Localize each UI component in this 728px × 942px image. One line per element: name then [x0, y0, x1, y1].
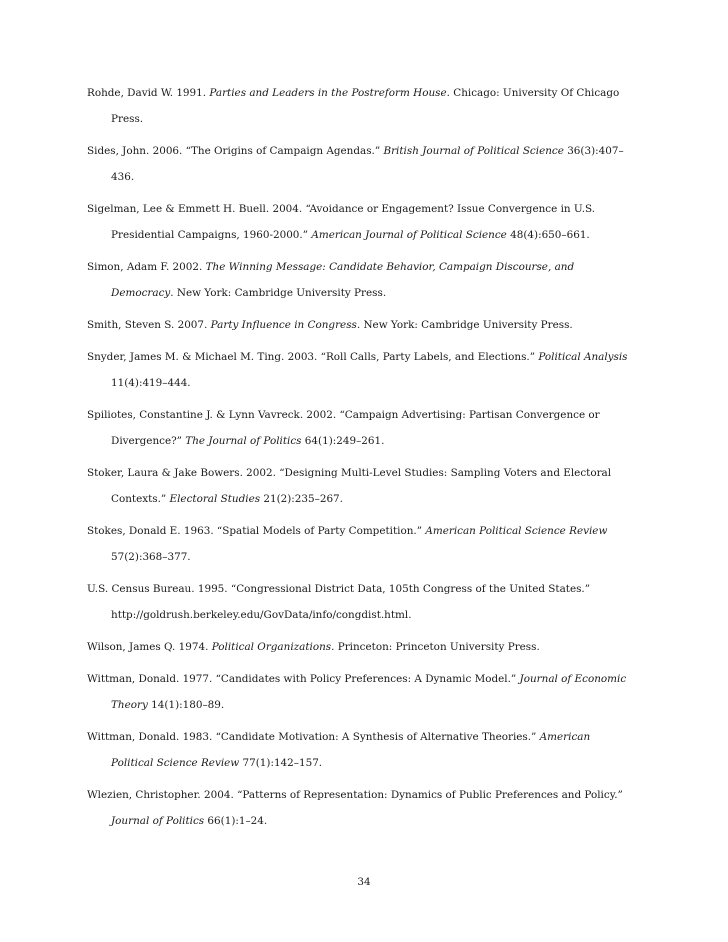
reference-text: . Chicago: University Of Chicago Press. [111, 87, 620, 125]
reference-entry [87, 460, 635, 512]
reference-entry [87, 576, 635, 628]
reference-text: Sigelman, Lee & Emmett H. Buell. 2004. “Avoidance or Engagement? Issue Convergence in U.S. Presidential Campaigns, 1960-2000.” [87, 203, 596, 241]
reference-entry [87, 666, 635, 718]
reference-title: Political Analysis [538, 351, 628, 363]
reference-entry [87, 634, 635, 660]
reference-entry [87, 344, 635, 396]
reference-entry [87, 312, 635, 338]
reference-title: Political Organizations [211, 641, 332, 653]
page-number: 34 [357, 876, 371, 888]
references-list [87, 80, 635, 840]
reference-text: 11(4):419–444. [111, 377, 191, 389]
reference-title: American Political Science Review [425, 525, 608, 537]
reference-title: American Journal of Political Science [311, 229, 507, 241]
reference-text: . New York: Cambridge University Press. [356, 319, 573, 331]
reference-text: . Princeton: Princeton University Press. [331, 641, 540, 653]
reference-text: Snyder, James M. & Michael M. Ting. 2003. “Roll Calls, Party Labels, and Elections.” [87, 351, 539, 363]
reference-text: Wittman, Donald. 1983. “Candidate Motivation: A Synthesis of Alternative Theories.” [87, 731, 540, 743]
reference-text: . New York: Cambridge University Press. [170, 287, 387, 299]
reference-text: Sides, John. 2006. “The Origins of Campaign Agendas.” [87, 145, 384, 157]
reference-text: Wilson, James Q. 1974. [87, 641, 212, 653]
reference-text: Rohde, David W. 1991. [87, 87, 210, 99]
reference-entry [87, 254, 635, 306]
reference-entry [87, 138, 635, 190]
reference-entry [87, 80, 635, 132]
reference-title: Party Influence in Congress [210, 319, 357, 331]
reference-title: Parties and Leaders in the Postreform House [209, 87, 447, 99]
reference-title: British Journal of Political Science [383, 145, 564, 157]
reference-title: Journal of Economic Theory [111, 673, 627, 711]
reference-text: 64(1):249–261. [301, 435, 385, 447]
reference-text: Simon, Adam F. 2002. [87, 261, 206, 273]
reference-entry [87, 402, 635, 454]
reference-text: Stokes, Donald E. 1963. “Spatial Models of Party Competition.” [87, 525, 426, 537]
reference-entry [87, 518, 635, 570]
reference-text: 57(2):368–377. [111, 551, 191, 563]
reference-title: American Political Science Review [111, 731, 591, 769]
reference-text: 77(1):142–157. [239, 757, 323, 769]
reference-text: Smith, Steven S. 2007. [87, 319, 211, 331]
reference-entry [87, 782, 635, 834]
reference-title: Electoral Studies [169, 493, 261, 505]
reference-text: 14(1):180–89. [147, 699, 225, 711]
reference-title: The Journal of Politics [185, 435, 302, 447]
reference-text: U.S. Census Bureau. 1995. “Congressional District Data, 105th Congress of the United States.” http://goldrush.berkeley.edu/GovData/info/congdist.html. [87, 583, 591, 621]
reference-entry [87, 196, 635, 248]
reference-text: Stoker, Laura & Jake Bowers. 2002. “Designing Multi-Level Studies: Sampling Voters and Electoral Contexts.” [87, 467, 612, 505]
reference-text: 48(4):650–661. [506, 229, 590, 241]
reference-text: Spiliotes, Constantine J. & Lynn Vavreck. 2002. “Campaign Advertising: Partisan Convergence or Divergence?” [87, 409, 600, 447]
reference-entry [87, 724, 635, 776]
reference-text: 36(3):407–436. [111, 145, 624, 183]
reference-text: Wittman, Donald. 1977. “Candidates with Policy Preferences: A Dynamic Model.” [87, 673, 520, 685]
reference-text: 66(1):1–24. [204, 815, 268, 827]
reference-title: The Winning Message: Candidate Behavior, Campaign Discourse, and Democracy [111, 261, 575, 299]
reference-title: Journal of Politics [111, 815, 205, 827]
reference-text: Wlezien, Christopher. 2004. “Patterns of Representation: Dynamics of Public Preferences and Policy.” [87, 789, 623, 801]
reference-text: 21(2):235–267. [260, 493, 343, 505]
